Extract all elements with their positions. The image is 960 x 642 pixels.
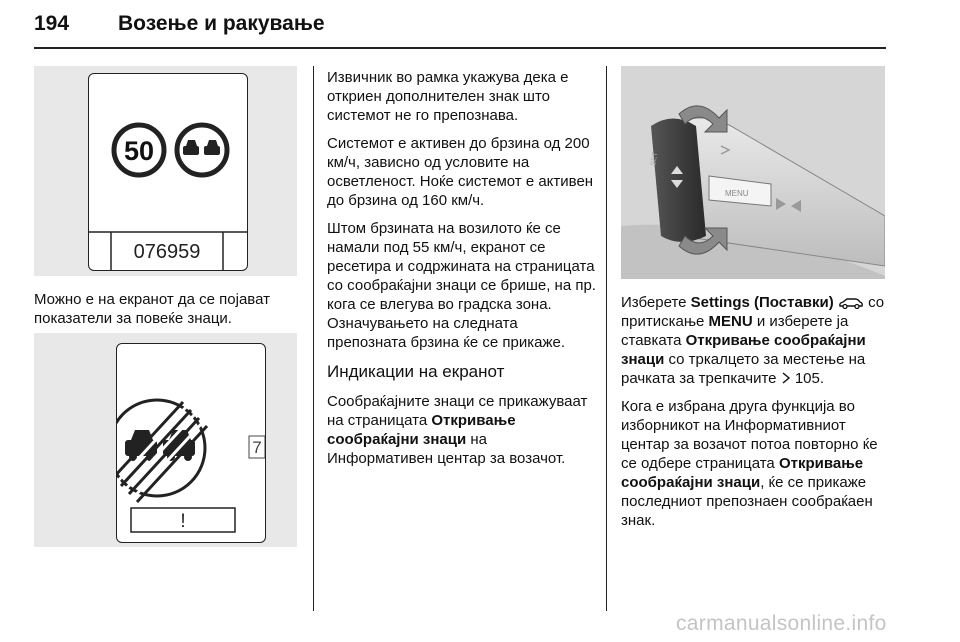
- stalk-illustration: [621, 66, 885, 279]
- speed-limit-text: 50: [123, 136, 155, 166]
- column-divider-2: [606, 66, 607, 611]
- car-icon: [838, 297, 864, 309]
- section-heading-display: Индикации на екранот: [327, 362, 505, 381]
- page-number: 194: [34, 12, 70, 35]
- menu-button-ref: MENU: [708, 313, 753, 330]
- column-2-text: [327, 68, 597, 477]
- paragraph-active-speed: Системот е активен до брзина од 200 км/ч, зависно од условите на осветленост. Ноќе системот е активен до брзина од 160 км/ч.: [327, 135, 594, 209]
- paragraph-select-settings: Изберете Settings (Поставки) со притискање MENU и изберете ја ставката Откривање сообраќајни знаци со тркалцето за местење на рачката за трепкачите 105.: [621, 294, 885, 387]
- paragraph-reselect-page: Кога е избрана друга функција во изборникот на Информативниот центар за возачот потоа повторно ќе се одбере страницата Откривање сообраќајни знаци, ќе се прикаже последниот препознаен сообраќаен знак.: [621, 398, 878, 529]
- traffic-sign-page-ref: Откривање сообраќајни знаци: [621, 332, 866, 368]
- watermark: carmanualsonline.info: [676, 612, 887, 635]
- column-3-text: [621, 293, 891, 539]
- menu-button-label: MENU: [725, 189, 749, 198]
- figure-turn-signal-stalk: [621, 66, 885, 279]
- traffic-sign-page-ref-2: Откривање сообраќајни знаци: [621, 455, 864, 491]
- side-sign-label: 7: [252, 438, 262, 457]
- sign-graphics: [89, 74, 247, 270]
- figure-sign-display-1: [34, 66, 297, 276]
- header-rule: [34, 47, 886, 49]
- sign-panel-2: [116, 343, 266, 543]
- settings-menu-item: Settings (Поставки): [690, 294, 834, 311]
- figure-sign-display-2: [34, 333, 297, 547]
- paragraph-reset: Штом брзината на возилото ќе се намали под 55 км/ч, екранот се ресетира и содржината на страницата со сообраќајни знаци се брише, на пр. кога се влегува во градска зона. Означувањето на следната препозната брзина ќе се прикаже.: [327, 220, 596, 351]
- page-reference: 105.: [794, 370, 825, 387]
- page-header: [34, 6, 886, 46]
- page-title: Возење и ракување: [118, 12, 325, 35]
- arrow-right-icon: [781, 372, 791, 384]
- menu-page-name: Откривање сообраќајни знаци: [327, 412, 516, 448]
- alert-exclamation: !: [180, 511, 186, 532]
- end-no-overtaking-graphics: [117, 344, 265, 542]
- column-divider-1: [313, 66, 314, 611]
- sign-code-text: 076959: [133, 241, 201, 263]
- figure-caption: Можно е на екранот да се појават показатели за повеќе знаци.: [34, 291, 270, 327]
- set-label: SET: [650, 151, 660, 167]
- paragraph-unknown-sign: Извичник во рамка укажува дека е откриен дополнителен знак што системот не го препознава.: [327, 69, 569, 124]
- column-1-text: [34, 290, 302, 337]
- sign-panel: [88, 73, 248, 271]
- paragraph-display-page: Сообраќајните знаци се прикажуваат на страницата Откривање сообраќајни знаци на Информативен центар за возачот.: [327, 393, 588, 467]
